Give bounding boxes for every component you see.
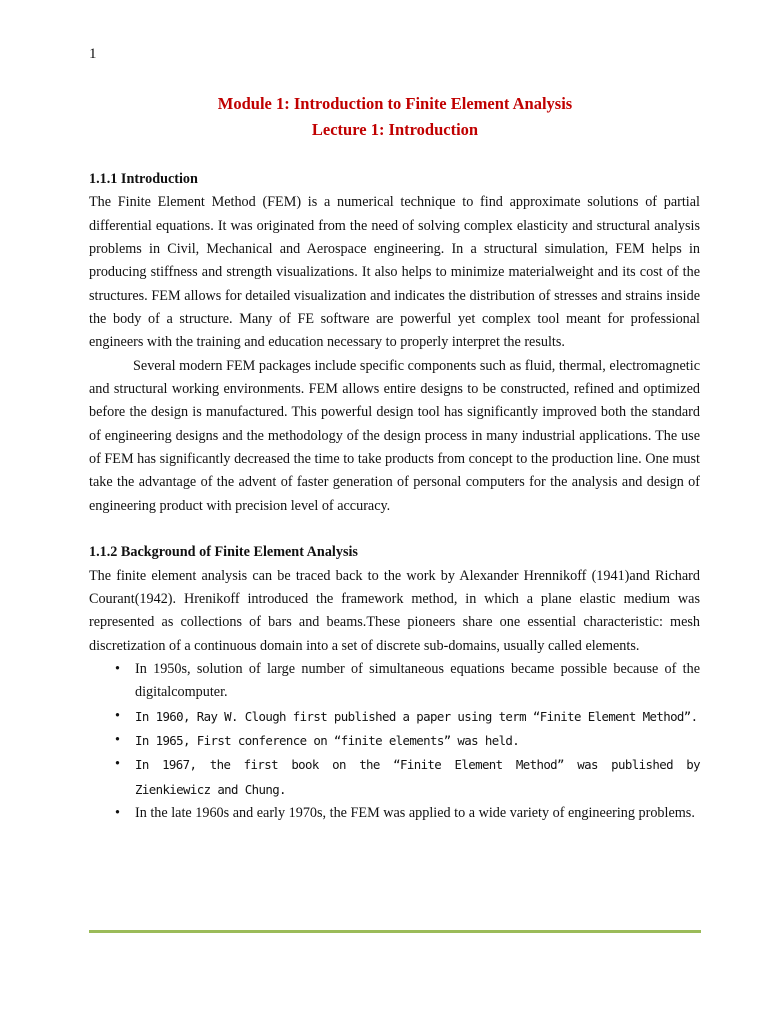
footer-rule xyxy=(89,930,701,933)
bullet-list xyxy=(89,658,700,825)
list-item xyxy=(89,658,700,705)
title-block xyxy=(0,91,768,143)
list-item-text: In 1965, First conference on “finite elements” was held. xyxy=(135,732,520,748)
paragraph: The finite element analysis can be traced back to the work by Alexander Hrennikoff (1941)and Richard Courant(1942). Hrenikoff introduced the framework method, in which a plane elastic medium was represented as collections of bars and beams.These pioneers share one essential characteristic: mesh discretization of a continuous domain into a set of discrete sub-domains, usually called elements. xyxy=(89,567,700,654)
list-item-text: In 1960, Ray W. Clough first published a paper using term “Finite Element Method”. xyxy=(135,708,698,724)
bullet-icon: • xyxy=(115,707,120,724)
section-background xyxy=(89,541,700,825)
section-heading: 1.1.1 Introduction xyxy=(89,171,198,187)
list-item xyxy=(89,729,700,753)
list-item-text: In 1950s, solution of large number of simultaneous equations became possible because of the digitalcomputer. xyxy=(135,660,700,701)
section-heading: 1.1.2 Background of Finite Element Analysis xyxy=(89,544,358,561)
paragraph: Several modern FEM packages include specific components such as fluid, thermal, electromagnetic and structural working environments. FEM allows entire designs to be constructed, refined and optimized before the design is manufactured. This powerful design tool has significantly improved both the standard of engineering designs and the methodology of the design process in many industrial applications. The use of FEM has significantly decreased the time to take products from concept to the production line. One must take the advantage of the advent of faster generation of personal computers for the analysis and design of engineering product with precision level of accuracy. xyxy=(89,357,700,514)
bullet-icon: • xyxy=(115,804,120,821)
list-item xyxy=(89,753,700,802)
list-item-text: In 1967, the first book on the “Finite Element Method” was published by Zienkiewicz and Chung. xyxy=(135,757,700,797)
lecture-title: Lecture 1: Introduction xyxy=(311,120,479,139)
bullet-icon: • xyxy=(115,731,120,748)
paragraph: The Finite Element Method (FEM) is a numerical technique to find approximate solutions of partial differential equations. It was originated from the need of solving complex elasticity and structural analysis problems in Civil, Mechanical and Aerospace engineering. In a structural simulation, FEM helps in producing stiffness and strength visualizations. It also helps to minimize materialweight and its cost of the structures. FEM allows for detailed visualization and indicates the distribution of stresses and strains inside the body of a structure. Many of FE software are powerful yet complex tool meant for professional engineers with the training and education necessary to properly interpret the results. xyxy=(89,194,700,351)
module-title: Module 1: Introduction to Finite Element Analysis xyxy=(217,94,573,113)
bullet-icon: • xyxy=(115,660,120,677)
page-number: 1 xyxy=(89,46,97,62)
section-introduction xyxy=(89,168,700,518)
document-body xyxy=(89,168,700,825)
bullet-icon: • xyxy=(115,756,120,773)
list-item-text: In the late 1960s and early 1970s, the FEM was applied to a wide variety of engineering problems. xyxy=(135,804,695,821)
section-spacer xyxy=(89,518,700,541)
list-item xyxy=(89,802,700,825)
list-item xyxy=(89,705,700,729)
